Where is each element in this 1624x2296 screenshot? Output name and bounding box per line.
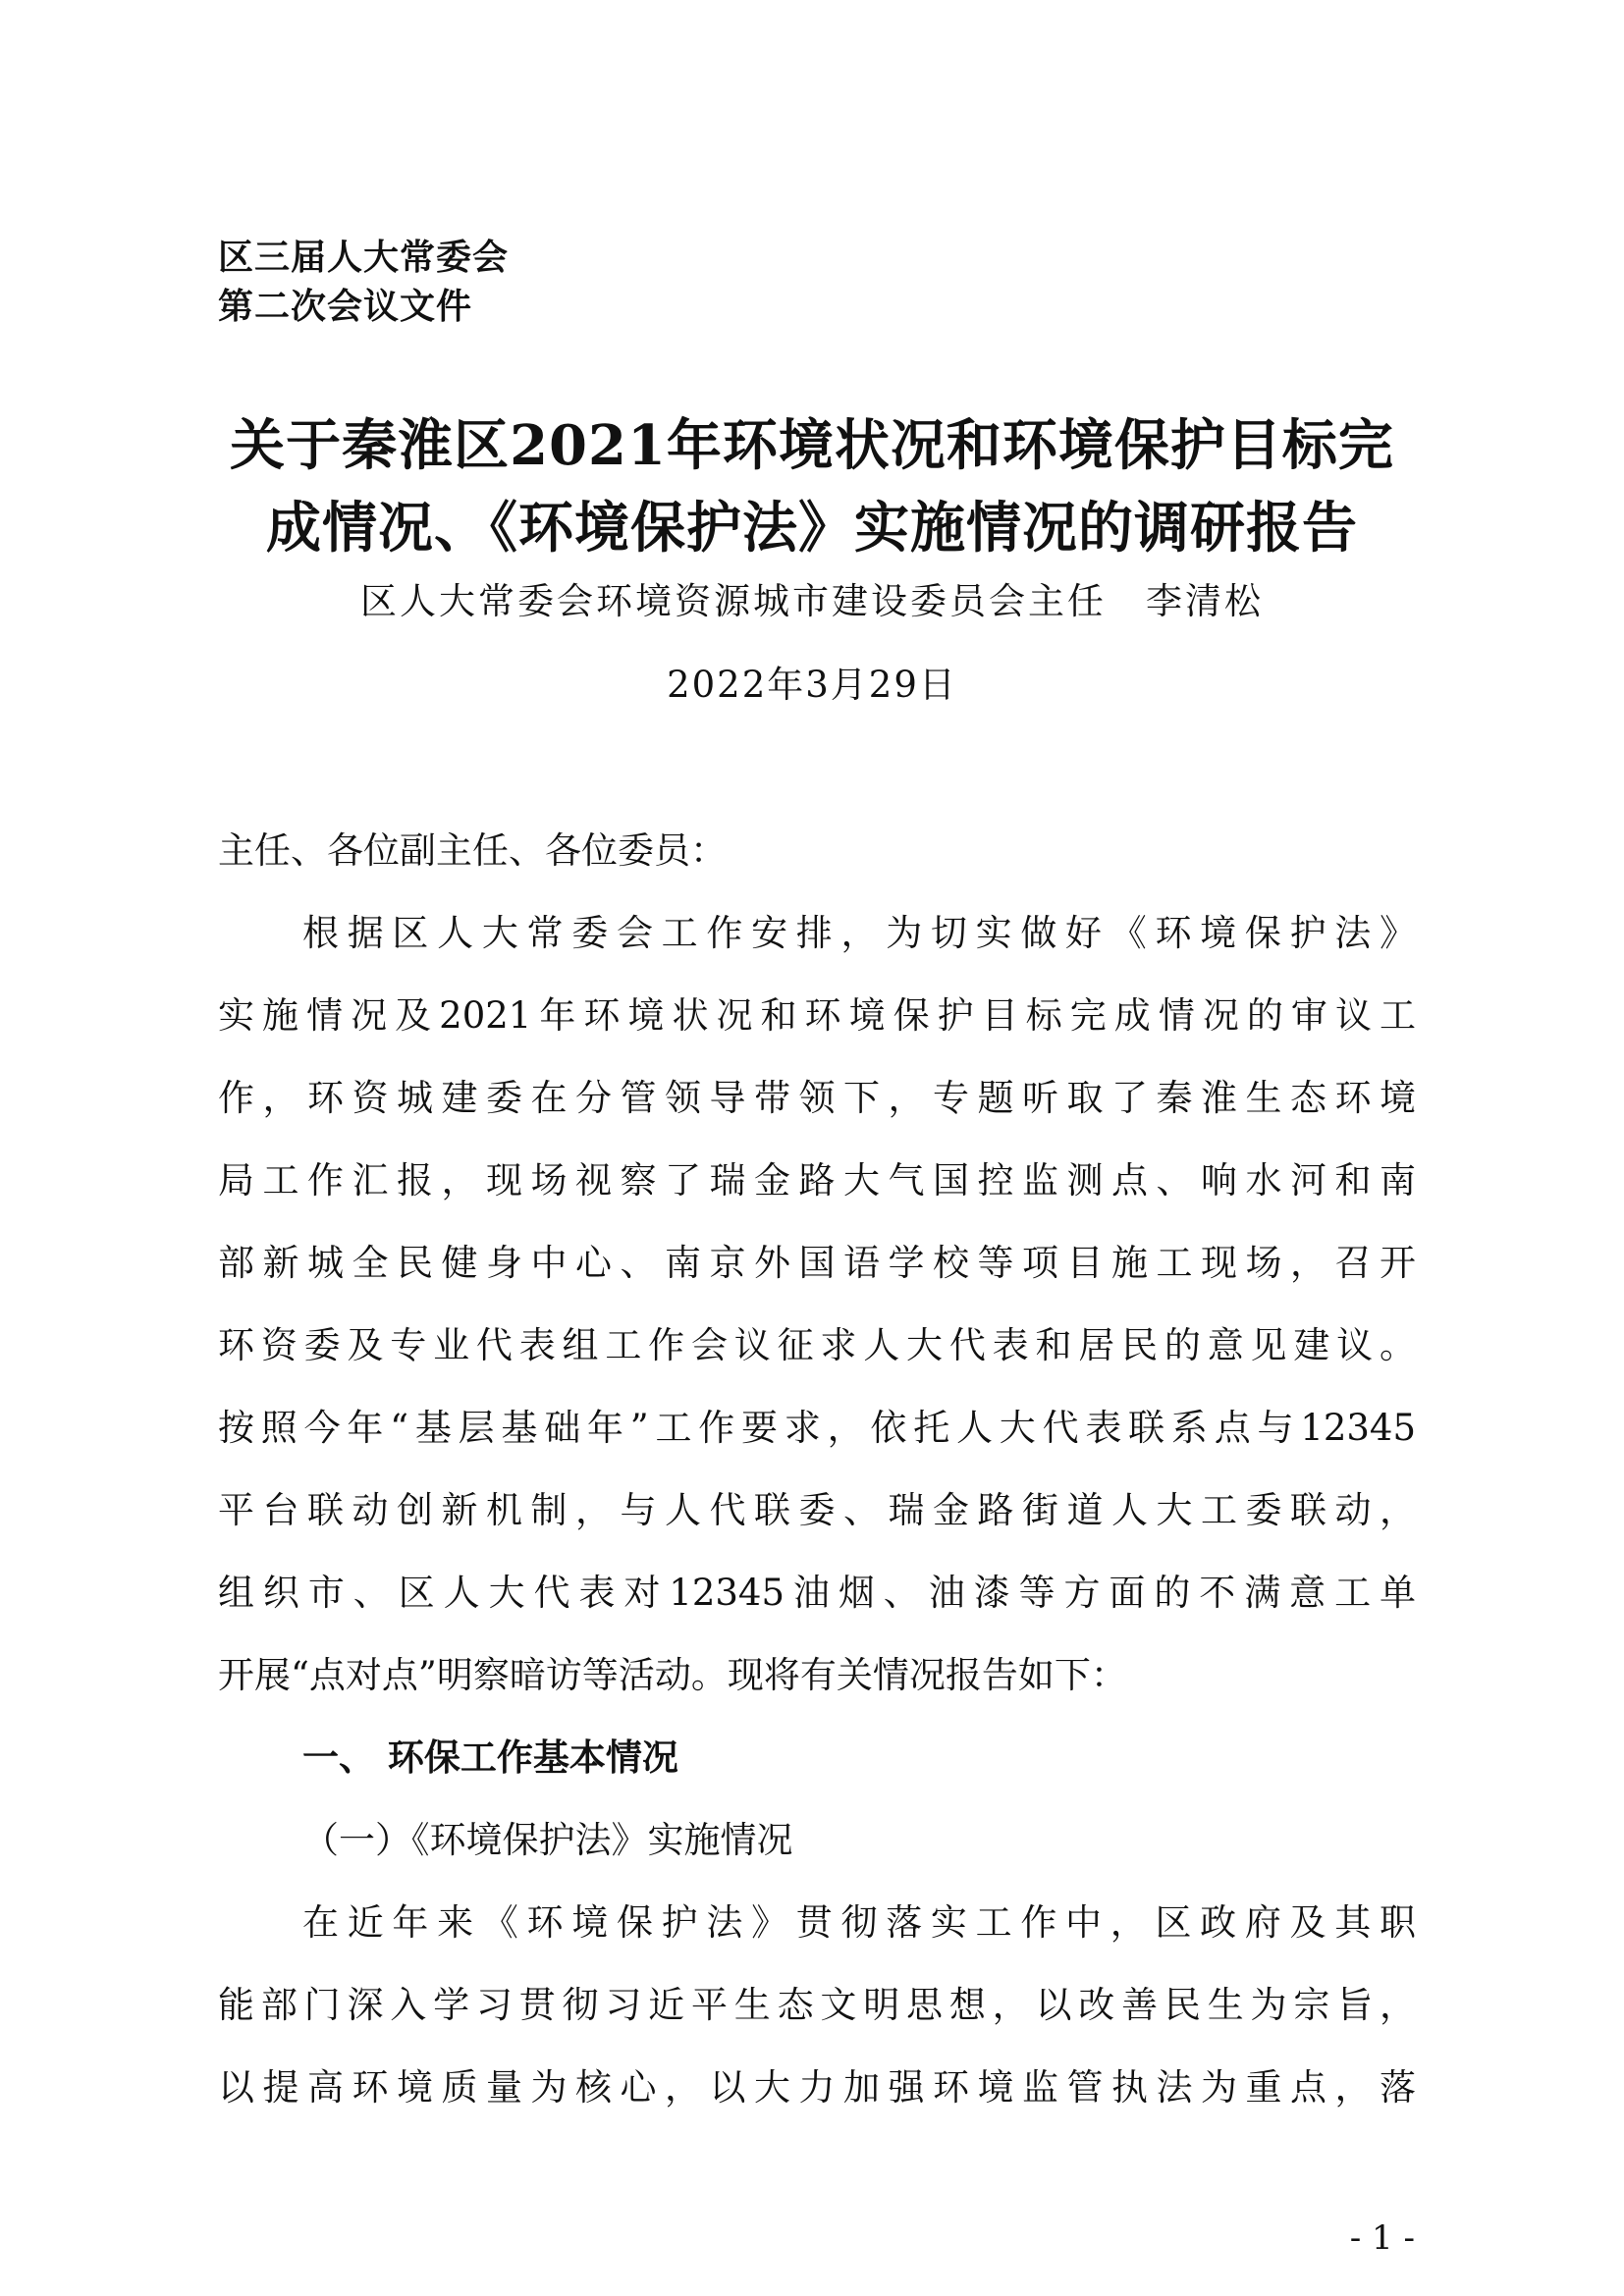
paragraph-1-line: 作，环资城建委在分管领导带领下，专题听取了秦淮生态环境 — [218, 1077, 1416, 1119]
paragraph-2-line: 能部门深入学习贯彻习近平生态文明思想，以改善民生为宗旨， — [218, 1984, 1416, 2026]
paragraph-1-line: 环资委及专业代表组工作会议征求人大代表和居民的意见建议。 — [218, 1324, 1416, 1366]
document-date: 2022年3月29日 — [667, 664, 957, 706]
paragraph-1-line: 组织市、区人大代表对12345油烟、油漆等方面的不满意工单 — [218, 1572, 1416, 1614]
paragraph-1-line: 开展“点对点”明察暗访等活动。现将有关情况报告如下： — [218, 1654, 1127, 1696]
document-title — [167, 404, 1457, 569]
page-number: - 1 - — [1349, 2218, 1415, 2258]
paragraph-1-line: 局工作汇报，现场视察了瑞金路大气国控监测点、响水河和南 — [218, 1159, 1416, 1201]
paragraph-1-line: 部新城全民健身中心、南京外国语学校等项目施工现场，召开 — [218, 1242, 1416, 1284]
section-1-heading: 一、 环保工作基本情况 — [302, 1736, 678, 1779]
paragraph-1-line: 平台联动创新机制，与人代联委、瑞金路街道人大工委联动， — [218, 1489, 1416, 1531]
paragraph-2-line: 在近年来《环境保护法》贯彻落实工作中，区政府及其职 — [302, 1901, 1416, 1944]
salutation: 主任、各位副主任、各位委员： — [218, 829, 727, 872]
subsection-1-heading: （一）《环境保护法》实施情况 — [302, 1819, 793, 1861]
paragraph-1-line: 实施情况及2021年环境状况和环境保护目标完成情况的审议工 — [218, 994, 1416, 1037]
header-line-2: 第二次会议文件 — [218, 287, 473, 327]
document-header — [218, 234, 509, 332]
paragraph-1-line: 根据区人大常委会工作安排，为切实做好《环境保护法》 — [302, 912, 1416, 954]
header-line-1: 区三届人大常委会 — [218, 238, 510, 278]
paragraph-2-line: 以提高环境质量为核心，以大力加强环境监管执法为重点，落 — [218, 2066, 1416, 2109]
title-line-1: 关于秦淮区2021年环境状况和环境保护目标完 — [230, 413, 1394, 478]
paragraph-1-line: 按照今年“基层基础年”工作要求，依托人大代表联系点与12345 — [218, 1407, 1416, 1449]
title-line-2: 成情况、《环境保护法》实施情况的调研报告 — [266, 496, 1358, 561]
document-body — [218, 810, 1416, 2129]
author-line: 区人大常委会环境资源城市建设委员会主任 李清松 — [360, 580, 1264, 622]
